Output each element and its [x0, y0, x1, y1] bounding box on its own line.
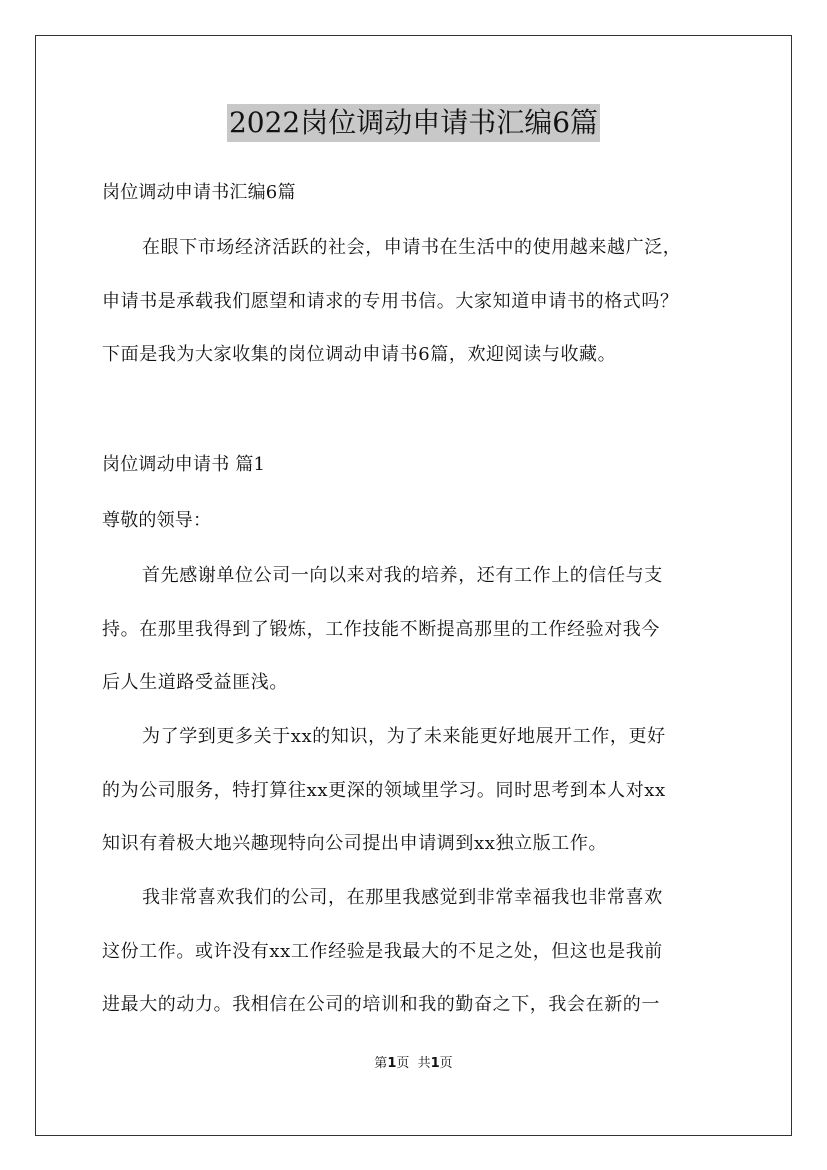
intro-line-1: 在眼下市场经济活跃的社会，申请书在生活中的使用越来越广泛，: [142, 237, 682, 258]
paragraph-3-line-3: 进最大的动力。我相信在公司的培训和我的勤奋之下，我会在新的一: [102, 994, 660, 1015]
paragraph-1-line-2: 持。在那里我得到了锻炼，工作技能不断提高那里的工作经验对我今: [102, 619, 660, 640]
document-title: 2022岗位调动申请书汇编6篇: [227, 104, 600, 142]
page-total: 1: [430, 1056, 440, 1071]
intro-line-2: 申请书是承载我们愿望和请求的专用书信。大家知道申请书的格式吗？: [102, 291, 679, 312]
document-subtitle: 岗位调动申请书汇编6篇: [102, 182, 296, 203]
paragraph-1-line-3: 后人生道路受益匪浅。: [102, 672, 288, 693]
page-current: 1: [387, 1056, 397, 1071]
paragraph-2-line-2: 的为公司服务，特打算往xx更深的领域里学习。同时思考到本人对xx: [102, 780, 666, 801]
section-heading: 岗位调动申请书 篇1: [102, 454, 266, 475]
paragraph-2-line-1: 为了学到更多关于xx的知识，为了未来能更好地展开工作，更好: [142, 726, 666, 747]
intro-line-3: 下面是我为大家收集的岗位调动申请书6篇，欢迎阅读与收藏。: [102, 344, 617, 365]
page-prefix: 第: [374, 1056, 388, 1071]
paragraph-3-line-2: 这份工作。或许没有xx工作经验是我最大的不足之处，但这也是我前: [102, 941, 663, 962]
salutation: 尊敬的领导：: [102, 510, 212, 531]
page-mid: 页 共: [396, 1056, 431, 1071]
page-suffix: 页: [439, 1056, 453, 1071]
page-footer: [0, 1055, 827, 1073]
paragraph-2-line-3: 知识有着极大地兴趣现特向公司提出申请调到xx独立版工作。: [102, 833, 608, 854]
paragraph-3-line-1: 我非常喜欢我们的公司，在那里我感觉到非常幸福我也非常喜欢: [142, 887, 663, 908]
paragraph-1-line-1: 首先感谢单位公司一向以来对我的培养，还有工作上的信任与支: [142, 565, 663, 586]
title-block: [0, 104, 827, 142]
